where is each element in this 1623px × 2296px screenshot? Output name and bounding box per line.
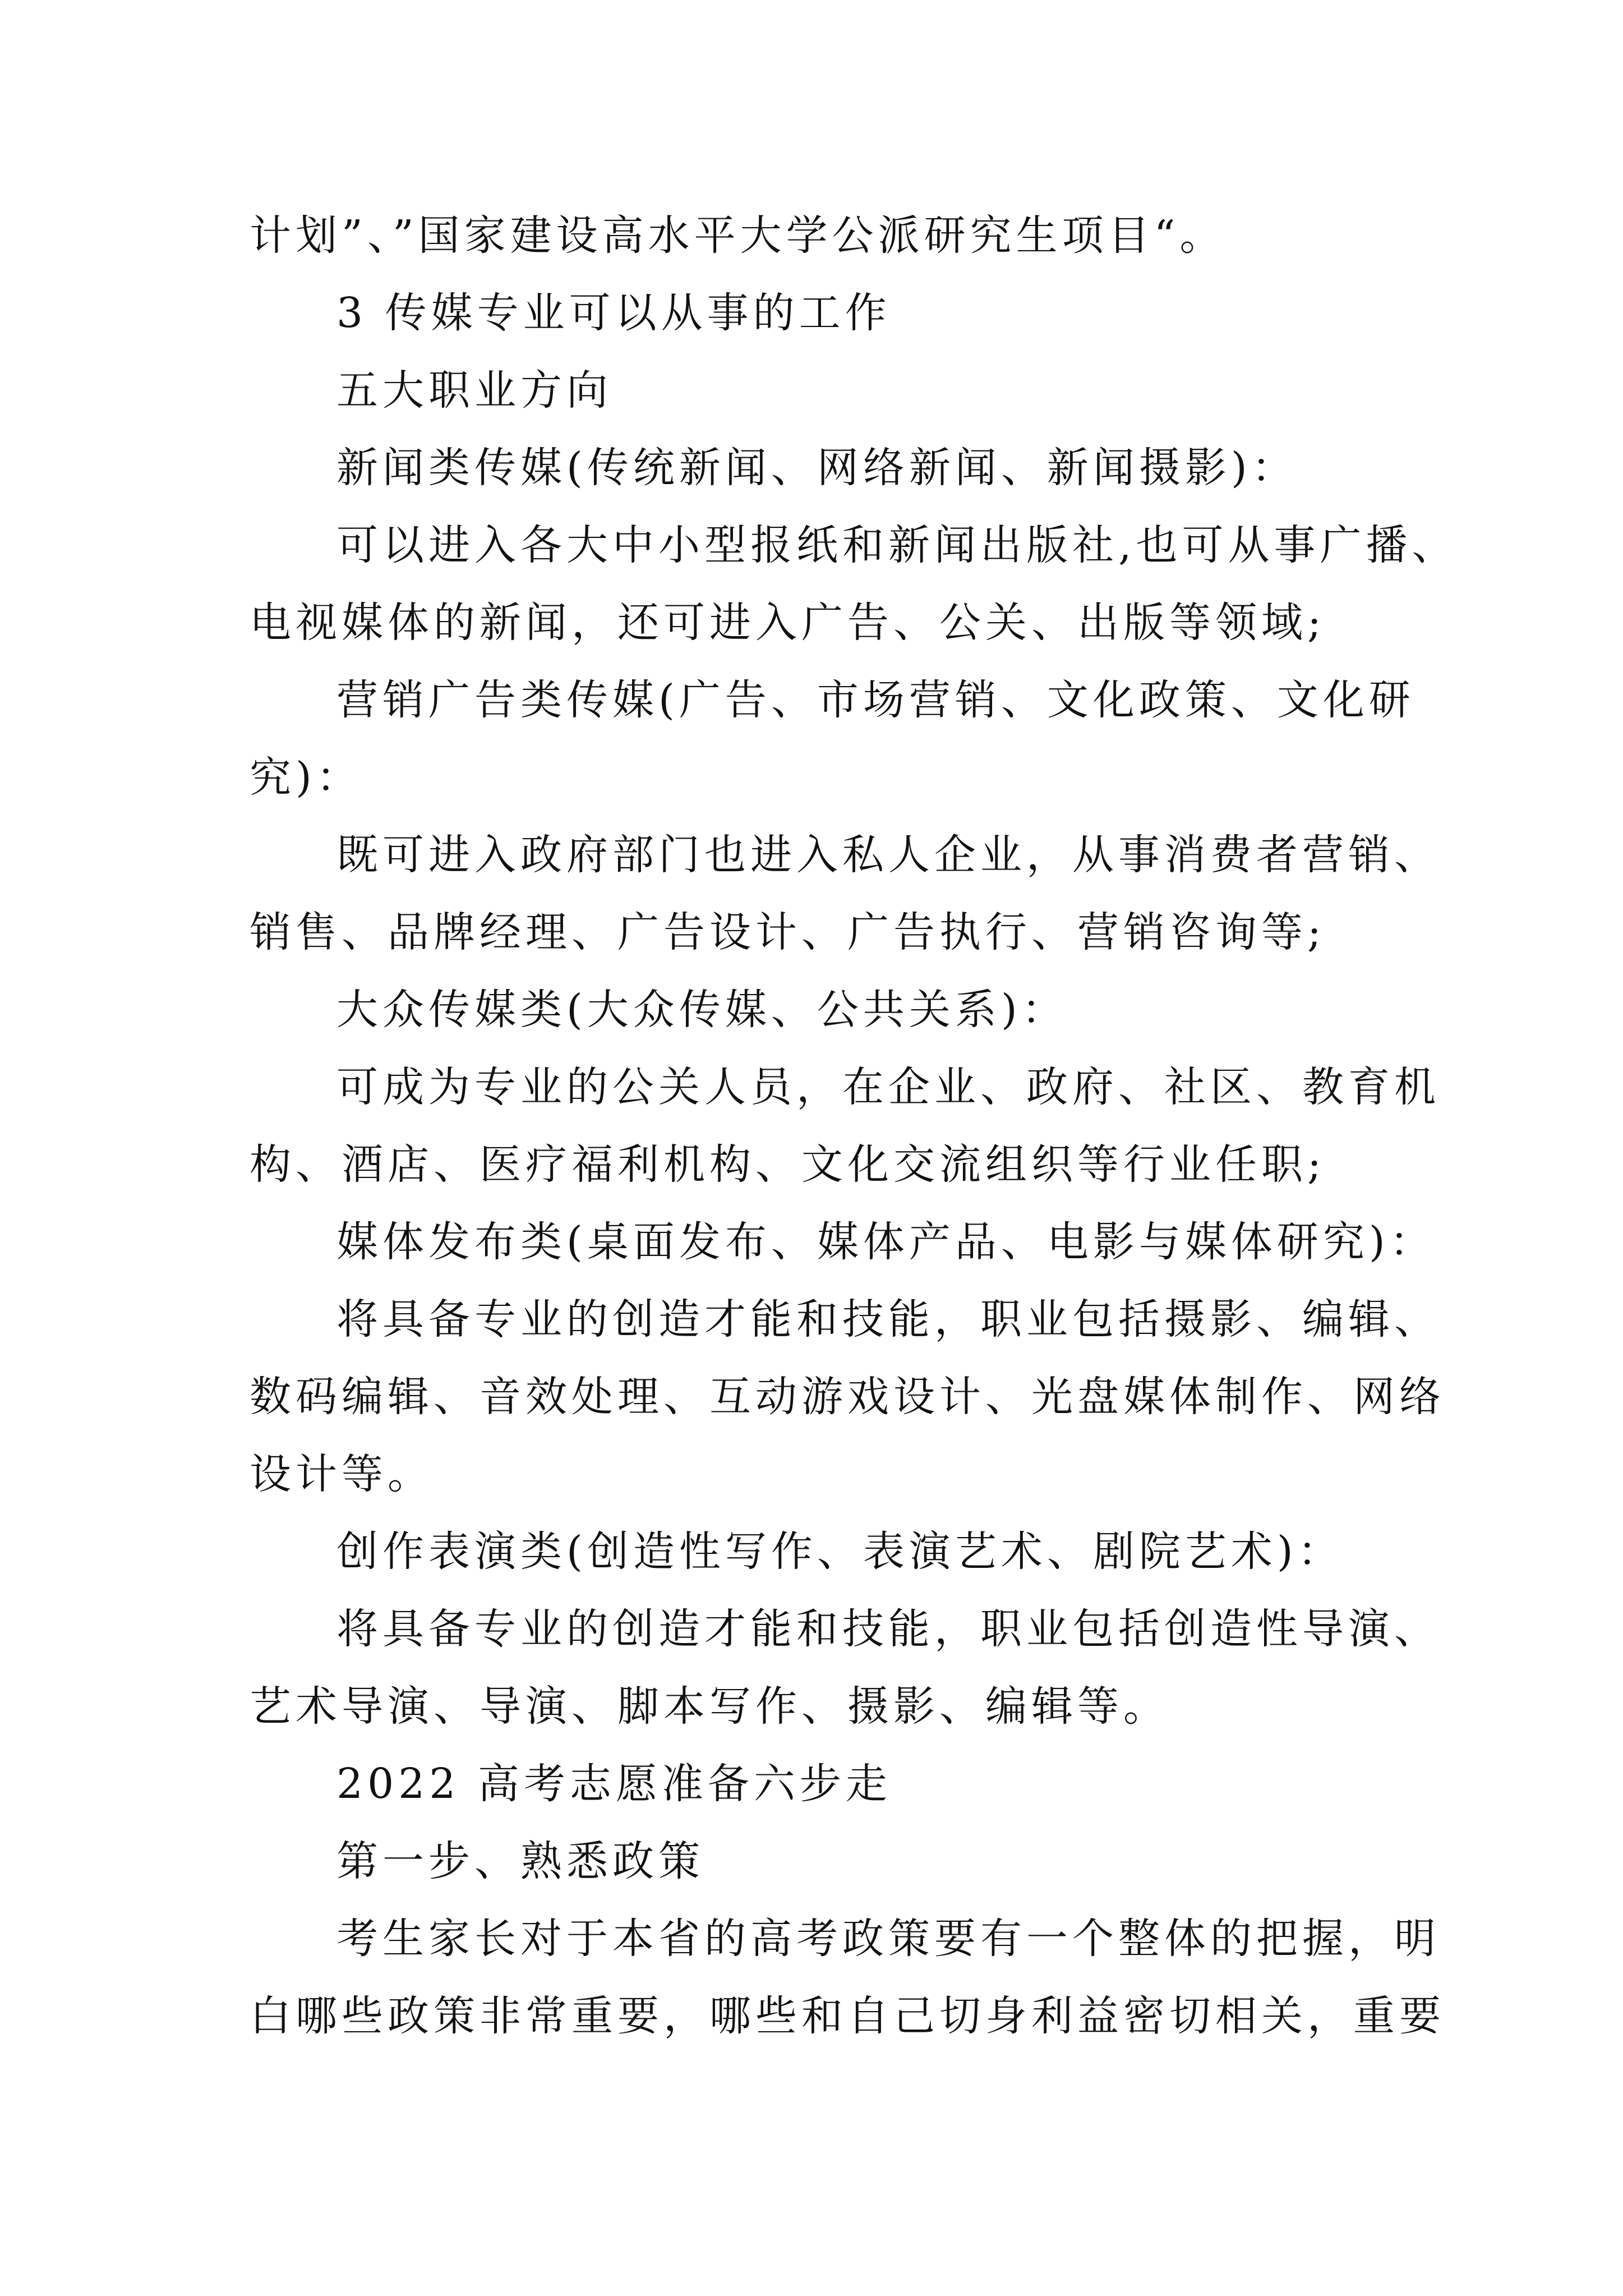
text-line-1: 计划”、”国家建设高水平大学公派研究生项目“。 — [250, 211, 1226, 260]
text-line-8: 究)： — [250, 753, 362, 802]
text-line-6: 电视媒体的新闻，还可进入广告、公关、出版等领域; — [250, 599, 1326, 647]
section-heading-six-steps: 2022 高考志愿准备六步走 — [336, 1760, 892, 1808]
text-line-15: 将具备专业的创造才能和技能，职业包括摄影、编辑、 — [336, 1295, 1440, 1343]
text-line-5: 可以进入各大中小型报纸和新闻出版社,也可从事广播、 — [336, 521, 1458, 569]
text-line-20: 艺术导演、导演、脚本写作、摄影、编辑等。 — [250, 1682, 1169, 1731]
text-line-12: 可成为专业的公关人员，在企业、政府、社区、教育机 — [336, 1063, 1440, 1111]
text-line-16: 数码编辑、音效处理、互动游戏设计、光盘媒体制作、网络 — [250, 1373, 1445, 1421]
subheading-five-directions: 五大职业方向 — [336, 366, 612, 415]
text-line-23: 考生家长对于本省的高考政策要有一个整体的把握，明 — [336, 1915, 1440, 1963]
text-line-19: 将具备专业的创造才能和技能，职业包括创造性导演、 — [336, 1605, 1440, 1653]
section-heading-careers: 3 传媒专业可以从事的工作 — [336, 289, 891, 337]
text-line-9: 既可进入政府部门也进入私人企业，从事消费者营销、 — [336, 831, 1440, 879]
category-media-publishing: 媒体发布类(桌面发布、媒体产品、电影与媒体研究)： — [336, 1218, 1436, 1266]
step-heading-1: 第一步、熟悉政策 — [336, 1837, 704, 1885]
text-line-10: 销售、品牌经理、广告设计、广告执行、营销咨询等; — [250, 908, 1326, 956]
text-line-24: 白哪些政策非常重要，哪些和自己切身利益密切相关，重要 — [250, 1992, 1445, 2040]
text-line-13: 构、酒店、医疗福利机构、文化交流组织等行业任职; — [250, 1140, 1326, 1189]
category-marketing-advertising: 营销广告类传媒(广告、市场营销、文化政策、文化研 — [336, 676, 1415, 724]
text-line-17: 设计等。 — [250, 1450, 434, 1498]
category-mass-media: 大众传媒类(大众传媒、公共关系)： — [336, 986, 1068, 1034]
category-creative-performance: 创作表演类(创造性写作、表演艺术、剧院艺术)： — [336, 1527, 1344, 1576]
category-news-media: 新闻类传媒(传统新闻、网络新闻、新闻摄影)： — [336, 444, 1298, 492]
